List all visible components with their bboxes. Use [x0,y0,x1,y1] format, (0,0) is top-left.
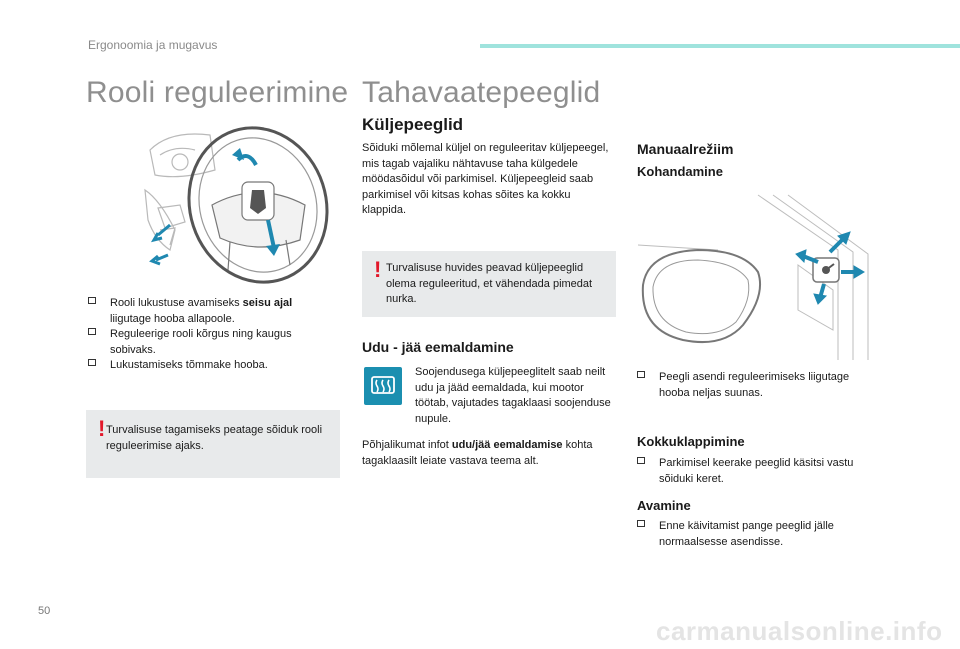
mirror-adjust-illustration [638,190,882,360]
warning-icon: ! [98,416,106,441]
rear-defrost-icon [364,367,402,405]
list-item: Enne käivitamist pange peeglid jälle normaalsesse asendisse. [637,519,877,550]
defrost-more-info: Põhjalikumat infot udu/jää eemaldamise kohta tagaklaasilt leiate vastava teema alt. [362,439,593,467]
open-heading: Avamine [637,498,691,513]
page-number: 50 [38,605,51,617]
bullet-checkbox-icon [88,328,96,335]
list-item: Lukustamiseks tõmmake hooba. [88,358,328,374]
manual-mode-heading: Manuaalrežiim [637,141,734,157]
bullet-checkbox-icon [637,371,645,378]
list-item: Reguleerige rooli kõrgus ning kaugus sobivaks. [88,327,328,358]
warning-text: Turvalisuse tagamiseks peatage sõiduk rooli reguleerimise ajaks. [106,424,323,452]
side-mirrors-intro: Sõiduki mõlemal küljel on reguleeritav küljepeegel, mis tagab vajaliku nähtavuse taha külgedele möödasõidul või parkimisel. Küljepeegleid saab parkimisel või kitsas kohas sõites ka kokku klappida. [362,142,609,216]
adjust-heading: Kohandamine [637,164,723,179]
warning-icon: ! [374,257,382,282]
steering-instructions [88,296,328,374]
side-mirrors-heading: Küljepeeglid [362,115,464,134]
header-accent-bar [480,44,960,48]
steering-wheel-illustration [140,110,340,285]
bullet-checkbox-icon [88,359,96,366]
list-item: Parkimisel keerake peeglid käsitsi vastu sõiduki keret. [637,456,877,487]
open-instructions [637,519,877,550]
mirrors-warning-box [362,251,616,317]
bullet-checkbox-icon [637,457,645,464]
warning-text: Turvalisuse huvides peavad küljepeeglid olema reguleeritud, et vähendada pimedat nurka. [386,262,593,305]
adjust-instructions [637,370,877,401]
defrost-text: Soojendusega küljepeeglitelt saab neilt udu ja jääd eemaldada, kui mootor töötab, vajutades tagaklaasi soojenduse nupule. [415,366,611,425]
steering-warning-box [86,410,340,478]
list-item: Peegli asendi reguleerimiseks liigutage hooba neljas suunas. [637,370,877,401]
section-title: Ergonoomia ja mugavus [88,38,218,52]
steering-title: Rooli reguleerimine [86,76,349,109]
list-item: Rooli lukustuse avamiseks seisu ajal liigutage hooba allapoole. [88,296,328,327]
fold-heading: Kokkuklappimine [637,434,745,449]
watermark: carmanualsonline.info [656,616,943,646]
defrost-heading: Udu - jää eemaldamine [362,339,514,355]
mirrors-title: Tahavaatepeeglid [362,76,601,109]
bullet-checkbox-icon [88,297,96,304]
fold-instructions [637,456,877,487]
bullet-checkbox-icon [637,520,645,527]
